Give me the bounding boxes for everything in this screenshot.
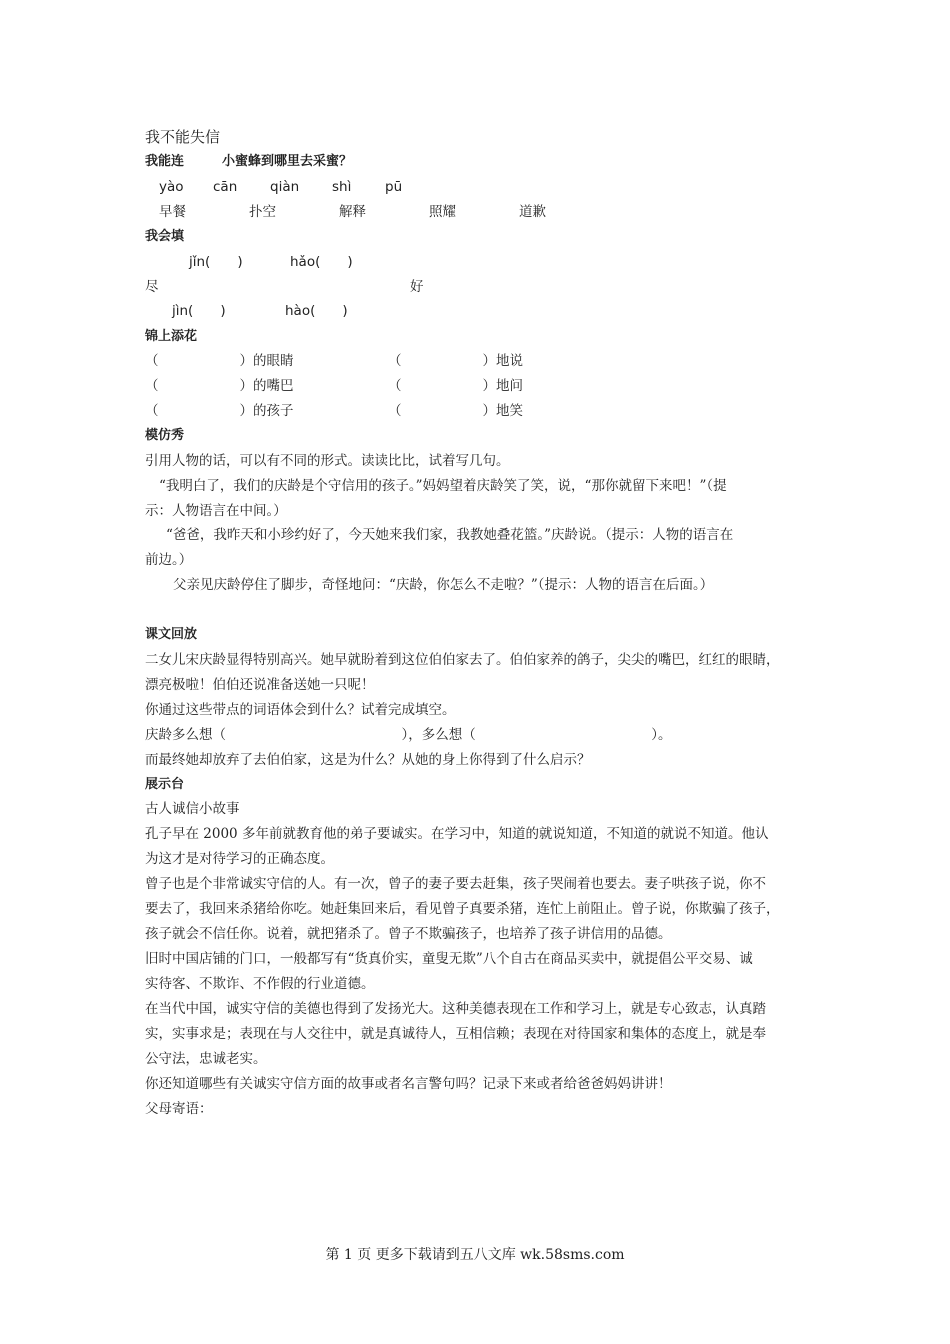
paragraph-line: 公守法，忠诚老实。 — [145, 1051, 267, 1067]
polyphone-char: 好 — [410, 279, 424, 295]
paragraph-line: 孔子早在 2000 多年前就教育他的弟子要诚实。在学习中，知道的就说知道，不知道的就说不知道。他认 — [145, 826, 769, 842]
section-heading-decorate: 锦上添花 — [145, 329, 198, 344]
paragraph-line: 二女儿宋庆龄显得特别高兴。她早就盼着到这位伯伯家去了。伯伯家养的鸽子，尖尖的嘴巴，红红的眼睛， — [145, 652, 780, 668]
pinyin-item: qiàn — [270, 179, 300, 195]
word-item: 扑空 — [249, 204, 276, 220]
paragraph-line: 在当代中国，诚实守信的美德也得到了发扬光大。这种美德表现在工作和学习上，就是专心致志，认真踏 — [145, 1001, 766, 1017]
section-heading-showcase: 展示台 — [145, 777, 185, 792]
paragraph-line: 曾子也是个非常诚实守信的人。有一次，曾子的妻子要去赶集，孩子哭闹着也要去。妻子哄孩子说，你不 — [145, 876, 766, 892]
pinyin-item: shì — [332, 179, 352, 195]
pinyin-item: pū — [385, 179, 403, 195]
pinyin-blank: jìn( ) — [172, 303, 226, 319]
pinyin-item: cān — [213, 179, 238, 195]
word-item: 照耀 — [429, 204, 456, 220]
paragraph-line: 引用人物的话，可以有不同的形式。读读比比，试着写几句。 — [145, 453, 510, 469]
paragraph-line: 实，实事求是；表现在与人交往中，就是真诚待人，互相信赖；表现在对待国家和集体的态度上，就是奉 — [145, 1026, 766, 1042]
fill-phrase: （ ）地说 — [388, 353, 523, 369]
fill-phrase: （ ）的眼睛 — [145, 353, 294, 369]
word-item: 道歉 — [519, 204, 546, 220]
pinyin-blank: hǎo( ) — [290, 254, 353, 270]
paragraph-line: 孩子就会不信任你。说着，就把猪杀了。曾子不欺骗孩子，也培养了孩子讲信用的品德。 — [145, 926, 672, 942]
paragraph-line: 前边。） — [145, 552, 193, 568]
paragraph-line: “爸爸，我昨天和小珍约好了，今天她来我们家，我教她叠花篮。”庆龄说。（提示：人物的语言在 — [166, 527, 734, 543]
page-footer: 第 1 页 更多下载请到五八文库 wk.58sms.com — [325, 1247, 625, 1263]
paragraph-line: 庆龄多么想（ ），多么想（ ）。 — [145, 727, 672, 743]
fill-phrase: （ ）地笑 — [388, 403, 523, 419]
pinyin-item: yào — [159, 179, 184, 195]
paragraph-line: 你还知道哪些有关诚实守信方面的故事或者名言警句吗？记录下来或者给爸爸妈妈讲讲！ — [145, 1076, 672, 1092]
page-title: 我不能失信 — [145, 128, 221, 146]
paragraph-line: 实待客、不欺诈、不作假的行业道德。 — [145, 976, 375, 992]
paragraph-line: 示：人物语言在中间。） — [145, 503, 287, 519]
section-subheading-bee: 小蜜蜂到哪里去采蜜？ — [222, 154, 353, 169]
paragraph-line: 父亲见庆龄停住了脚步，奇怪地问：“庆龄，你怎么不走啦？”（提示：人物的语言在后面。） — [173, 577, 714, 593]
paragraph-line: 你通过这些带点的词语体会到什么？试着完成填空。 — [145, 702, 456, 718]
pinyin-blank: jǐn( ) — [189, 254, 243, 270]
fill-phrase: （ ）地问 — [388, 378, 523, 394]
pinyin-blank: hào( ) — [285, 303, 348, 319]
fill-phrase: （ ）的孩子 — [145, 403, 294, 419]
polyphone-char: 尽 — [145, 279, 159, 295]
section-heading-imitate: 模仿秀 — [145, 428, 185, 443]
word-item: 解释 — [339, 204, 366, 220]
fill-phrase: （ ）的嘴巴 — [145, 378, 294, 394]
paragraph-line: 漂亮极啦！伯伯还说准备送她一只呢！ — [145, 677, 375, 693]
paragraph-line: 父母寄语： — [145, 1101, 213, 1117]
section-heading-connect: 我能连 — [145, 154, 185, 169]
paragraph-line: “我明白了，我们的庆龄是个守信用的孩子。”妈妈望着庆龄笑了笑，说，“那你就留下来吧！”（提 — [159, 478, 727, 494]
paragraph-line: 旧时中国店铺的门口，一般都写有“货真价实，童叟无欺”八个自古在商品买卖中，就提倡公平交易、诚 — [145, 951, 753, 967]
section-heading-review: 课文回放 — [145, 627, 198, 642]
section-heading-fill: 我会填 — [145, 229, 185, 244]
paragraph-line: 要去了，我回来杀猪给你吃。她赶集回来后，看见曾子真要杀猪，连忙上前阻止。曾子说，你欺骗了孩子， — [145, 901, 780, 917]
paragraph-line: 而最终她却放弃了去伯伯家，这是为什么？从她的身上你得到了什么启示？ — [145, 752, 591, 768]
word-item: 早餐 — [159, 204, 186, 220]
paragraph-line: 古人诚信小故事 — [145, 801, 240, 817]
paragraph-line: 为这才是对待学习的正确态度。 — [145, 851, 334, 867]
